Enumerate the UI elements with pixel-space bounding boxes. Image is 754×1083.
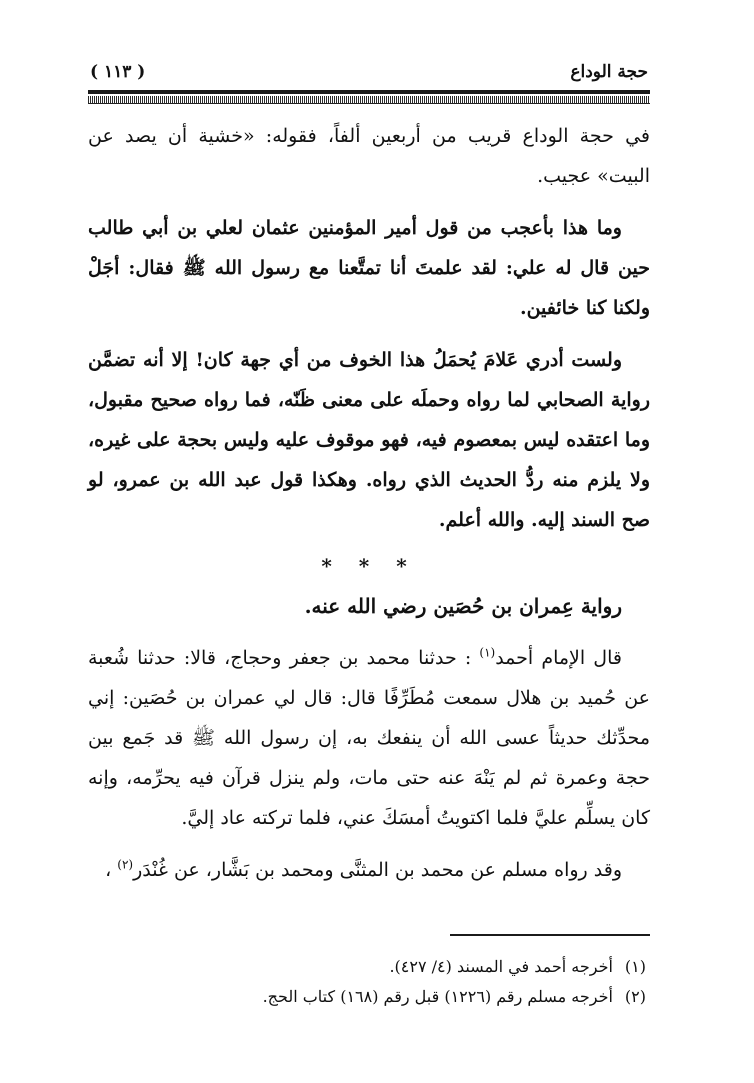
footnotes bbox=[88, 952, 650, 1012]
narration-text: ، bbox=[105, 859, 112, 881]
footnote-text: أخرجه أحمد في المسند (٤/ ٤٢٧). bbox=[389, 957, 613, 976]
header-hatched-rule bbox=[88, 96, 650, 104]
paragraph-1: في حجة الوداع قريب من أربعين ألفاً، فقوله: «خشية أن يصد عن البيت» عجيب. bbox=[88, 125, 650, 187]
page-body bbox=[88, 116, 650, 890]
footnote-2 bbox=[88, 982, 650, 1012]
footnote-number: (٢) bbox=[624, 987, 646, 1006]
footnote-text: أخرجه مسلم رقم (١٢٢٦) قبل رقم (١٦٨) كتاب الحج. bbox=[262, 987, 613, 1006]
narration-text: : حدثنا محمد بن جعفر وحجاج، قالا: حدثنا شُعبة عن حُميد بن هلال سمعت مُطَرِّفًا قال: قال لي عمران بن حُصَين: إني محدِّثك حديثاً عسى الله أن ينفعك به، إن رسول الله ﷺ قد جَمع بين حجة وعمرة ثم لم يَنْهَ عنه حتى مات، ولم ينزل قرآن فيه يحرِّمه، وإنه كان يسلِّم عليَّ فلما اكتويتُ أمسَكَ عني، فلما تركته عاد إليَّ. bbox=[88, 647, 650, 829]
section-heading: رواية عِمران بن حُصَين رضي الله عنه. bbox=[304, 594, 622, 618]
paragraph-3: ولست أدري عَلامَ يُحمَلُ هذا الخوف من أي جهة كان! إلا أنه تضمَّن رواية الصحابي لما رواه وحملَه على معنى ظَنّه، فما رواه صحيح مقبول، وما اعتقده ليس بمعصوم فيه، فهو موقوف عليه وليس بحجة على غيره، ولا يلزم منه ردُّ الحديث الذي رواه. وهكذا قول عبد الله بن عمرو، لو صح السند إليه. والله أعلم. bbox=[88, 349, 650, 531]
footnote-1 bbox=[88, 952, 650, 982]
paragraph-2: وما هذا بأعجب من قول أمير المؤمنين عثمان لعلي بن أبي طالب حين قال له علي: لقد علمتَ أنا تمتَّعنا مع رسول الله ﷺ فقال: أجَلْ ولكنا كنا خائفين. bbox=[88, 217, 650, 319]
page-header bbox=[88, 58, 650, 86]
section-separator: * * * bbox=[321, 554, 417, 578]
footnote-reference-1: (١) bbox=[479, 645, 496, 660]
footnote-rule bbox=[450, 934, 650, 936]
narration-text: وقد رواه مسلم عن محمد بن المثنَّى ومحمد بن بَشَّار، عن غُنْدَر bbox=[133, 859, 622, 881]
running-title: حجة الوداع bbox=[570, 62, 648, 82]
page-number: ( ١١٣ ) bbox=[90, 62, 146, 82]
footnote-reference-2: (٢) bbox=[117, 857, 134, 872]
header-rule bbox=[88, 90, 650, 94]
narration-text: قال الإمام أحمد bbox=[495, 647, 622, 669]
book-page bbox=[88, 58, 650, 1018]
footnote-number: (١) bbox=[624, 957, 646, 976]
narration-paragraph-1 bbox=[88, 638, 650, 838]
narration-paragraph-2 bbox=[88, 850, 650, 890]
